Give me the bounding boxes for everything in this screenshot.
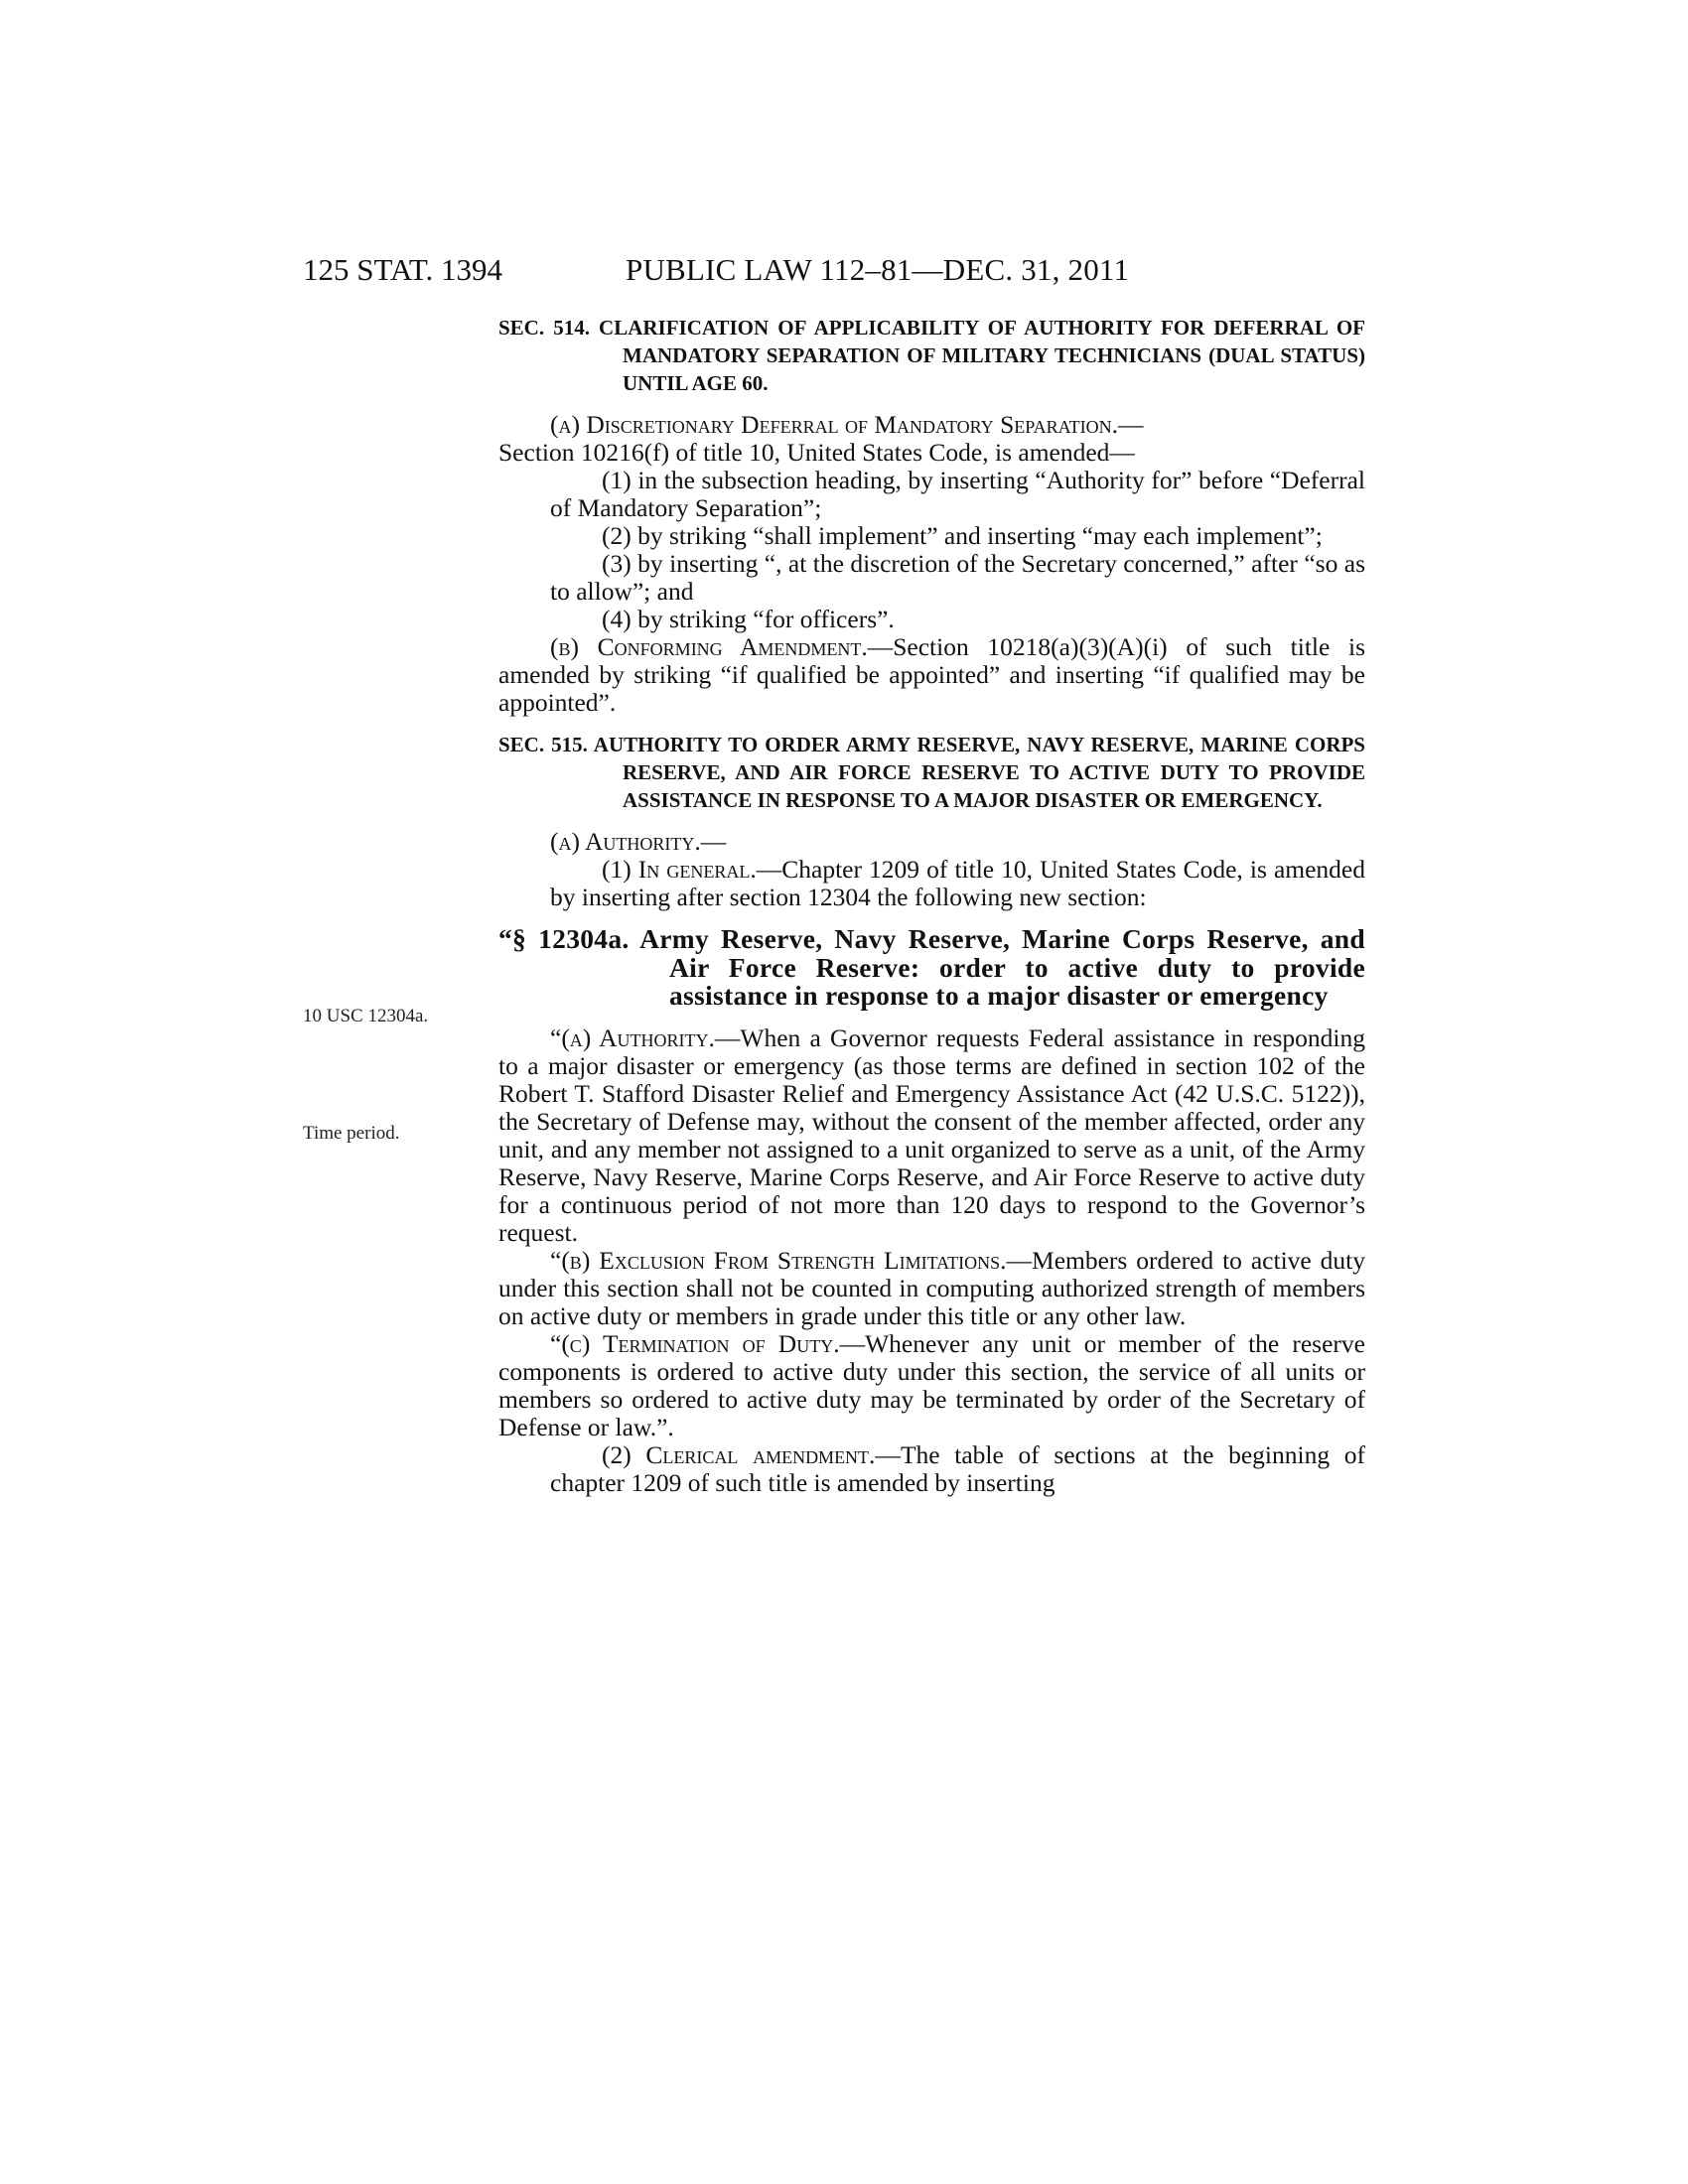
public-law-citation: PUBLIC LAW 112–81—DEC. 31, 2011 — [626, 252, 1130, 287]
sec12304a-c — [498, 1330, 1365, 1441]
sec514-a-heading-text: (a) Discretionary Deferral of Mandatory Separation.— — [550, 410, 1144, 439]
sec12304a-c-heading: “(c) Termination of Duty. — [550, 1328, 840, 1358]
sec12304a-c-text: —Whenever any unit or member of the reserve components is ordered to active duty under this section, the service of all units or members so ordered to active duty may be terminated by order of the Secretary of Defense or law.”. — [498, 1328, 1365, 1441]
sec12304a-a — [498, 1024, 1365, 1247]
main-text-column — [498, 314, 1365, 1497]
section-515-heading: SEC. 515. AUTHORITY TO ORDER ARMY RESERVE, NAVY RESERVE, MARINE CORPS RESERVE, AND AIR FORCE RESERVE TO ACTIVE DUTY TO PROVIDE ASSISTANCE IN RESPONSE TO A MAJOR DISASTER OR EMERGENCY. — [498, 733, 1365, 812]
sec515-a-heading — [498, 828, 1365, 856]
sec514-a1: (1) in the subsection heading, by inserting “Authority for” before “Deferral of Mandatory Separation”; — [550, 466, 1365, 522]
sec514-a4: (4) by striking “for officers”. — [602, 605, 895, 633]
sec515-a2 — [498, 1441, 1365, 1497]
new-section-12304a-heading: “§ 12304a. Army Reserve, Navy Reserve, Marine Corps Reserve, and Air Force Reserve: order to active duty to provide assistance in response to a major disaster or emergency — [498, 923, 1365, 1011]
sec514-a-intro: Section 10216(f) of title 10, United States Code, is amended— — [498, 438, 1135, 467]
margin-note-time-period: Time period. — [303, 1123, 400, 1144]
sec514-b-heading: (b) Conforming Amendment. — [550, 632, 868, 661]
sec12304a-a-text: —When a Governor requests Federal assistance in responding to a major disaster or emergency (as those terms are defined in section 102 of the Robert T. Stafford Disaster Relief and Emergency Assistance Act (42 U.S.C. 5122)), the Secretary of Defense may, without the consent of the member affected, order any unit, and any member not assigned to a unit organized to serve as a unit, of the Army Reserve, Navy Reserve, Marine Corps Reserve, and Air Force Reserve to active duty for a continuous period of not more than 120 days to respond to the Governor’s request. — [498, 1023, 1366, 1247]
sec514-a3: (3) by inserting “, at the discretion of the Secretary concerned,” after “so as to allow”; and — [550, 549, 1365, 606]
sec515-a-heading-text: (a) Authority.— — [550, 827, 727, 856]
sec515-a1-heading: (1) In general. — [602, 855, 757, 884]
sec515-a1-text: —Chapter 1209 of title 10, United States Code, is amended by inserting after section 12304 the following new section: — [550, 855, 1365, 911]
margin-note-usc: 10 USC 12304a. — [303, 1006, 429, 1026]
sec515-a1 — [498, 856, 1365, 911]
sec514-a-heading — [498, 411, 1365, 439]
sec515-a2-text: —The table of sections at the beginning of chapter 1209 of such title is amended by inserting — [550, 1439, 1365, 1497]
sec12304a-b — [498, 1247, 1365, 1330]
sec515-a2-heading: (2) Clerical amendment. — [602, 1439, 876, 1469]
sec514-b-text: —Section 10218(a)(3)(A)(i) of such title is amended by striking “if qualified be appointed” and inserting “if qualified may be appointed”. — [498, 632, 1365, 717]
section-514-heading: SEC. 514. CLARIFICATION OF APPLICABILITY OF AUTHORITY FOR DEFERRAL OF MANDATORY SEPARATION OF MILITARY TECHNICIANS (DUAL STATUS) UNTIL AGE 60. — [498, 316, 1365, 395]
sec12304a-b-text: —Members ordered to active duty under this section shall not be counted in computing authorized strength of members on active duty or members in grade under this title or any other law. — [498, 1245, 1365, 1330]
sec514-b — [498, 633, 1365, 717]
sec514-a2: (2) by striking “shall implement” and inserting “may each implement”; — [602, 521, 1323, 550]
sec12304a-a-heading: “(a) Authority. — [550, 1023, 715, 1052]
sec12304a-b-heading: “(b) Exclusion From Strength Limitations. — [550, 1245, 1007, 1275]
statute-page-number: 125 STAT. 1394 — [303, 252, 503, 287]
running-head — [303, 250, 1365, 290]
